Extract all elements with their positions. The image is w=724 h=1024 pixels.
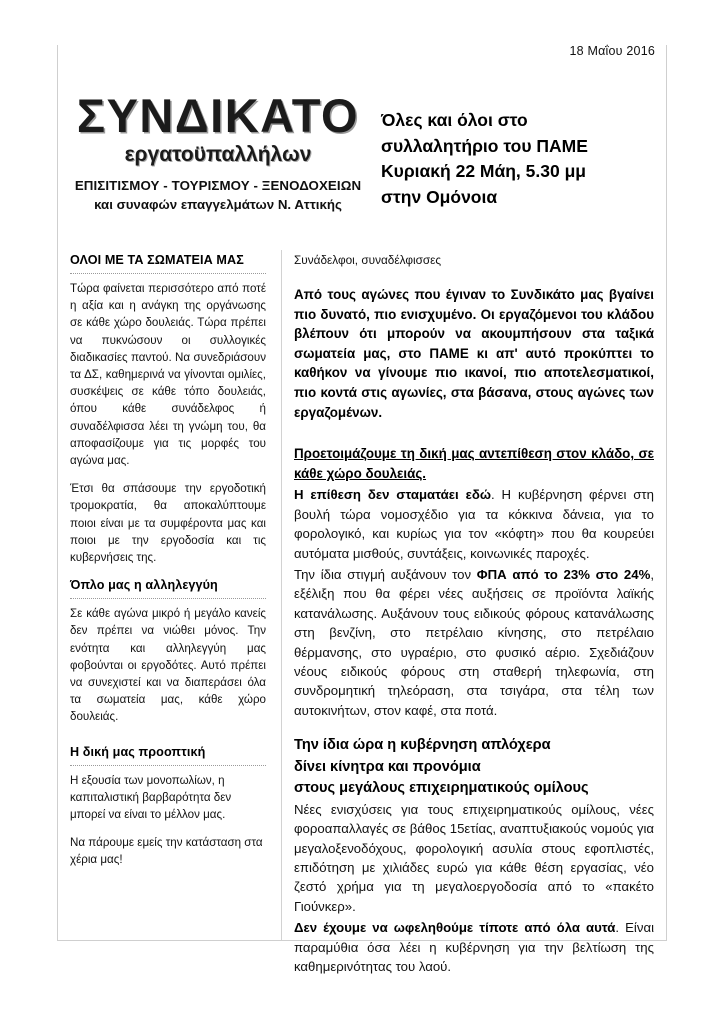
- left-section-3-paragraph-2: Να πάρουμε εμείς την κατάσταση στα χέρια μας!: [70, 836, 263, 867]
- right-paragraph-2-emphasis: ΦΠΑ από το 23% στο 24%: [476, 566, 651, 582]
- masthead-sectors: ΕΠΙΣΙΤΙΣΜΟΥ - ΤΟΥΡΙΣΜΟΥ - ΞΕΝΟΔΟΧΕΙΩΝ: [74, 178, 362, 193]
- left-section-3-heading: Η δική μας προοπτική: [70, 744, 206, 759]
- right-paragraph-2-body: , εξέλιξη που θα φέρει νέες αυξήσεις σε προϊόντα λαϊκής κατανάλωσης. Αυξάνουν τους ειδικούς φόρους κατανάλωσης στη βενζίνη, στο πετρέλαιο κίνησης, στο πετρέλαιο θέρμανσης, στο υγραέριο, στο φυσικό αέριο. Σχεδιάζουν νέους ειδικούς φόρους στη σταθερή τηλεφωνία, στη συνδρομητική τηλεόραση, στα τσιγάρα, στα τέλη των αυτοκινήτων, στον καφέ, στα ποτά.: [294, 566, 654, 718]
- spacer: [70, 737, 266, 744]
- lead-paragraph: Από τους αγώνες που έγιναν το Συνδικάτο μας βγαίνει πιο δυνατό, πιο ενισχυμένο. Οι εργαζόμενοι του κλάδου βλέπουν ότι μπορούν να ακουμπήσουν στα ταξικά σωματεία μας, στο ΠΑΜΕ κι απ' αυτό προκύπτει το καθήκον να γίνουμε πιο ικανοί, πιο αποτελεσματικοί, πιο κοντά στις αγωνίες, στα βάσανα, στους αγώνες των εργαζομένων.: [294, 287, 654, 420]
- left-section-2-heading: Όπλο μας η αλληλεγγύη: [70, 578, 218, 593]
- right-paragraph-3: Νέες ενισχύσεις για τους επιχειρηματικούς ομίλους, νέες φοροαπαλλαγές σε βάθος 15ετίας, αναπτυξιακούς νομούς για μεγαλοξενοδόχους, φορολογική ασυλία στους εφοπλιστές, επιδότηση με χιλιάδες ευρώ για κάθε θέση εργασίας, νέο ζεστό χρήμα για τη μεγαλοεργοδοσία από το «πακέτο Γιούνκερ».: [294, 801, 654, 914]
- right-paragraph-1-emphasis: Η επίθεση δεν σταματάει εδώ: [294, 487, 491, 503]
- right-major-heading: [294, 735, 654, 800]
- right-major-heading-line-1: Την ίδια ώρα η κυβέρνηση απλόχερα: [294, 737, 551, 754]
- headline-line-1: Όλες και όλοι στο: [381, 110, 528, 130]
- page-border-right: [666, 45, 667, 941]
- masthead: [68, 89, 368, 214]
- masthead-region: και συναφών επαγγελμάτων Ν. Αττικής: [94, 197, 342, 212]
- right-paragraph-4-emphasis: Δεν έχουμε να ωφεληθούμε τίποτε από όλα αυτά: [294, 920, 616, 936]
- right-paragraph-2: [294, 565, 654, 720]
- page-border-left: [57, 45, 58, 941]
- dotted-rule: [70, 765, 266, 766]
- right-paragraph-2-intro: Την ίδια στιγμή αυξάνουν τον: [294, 566, 477, 582]
- right-major-heading-line-3: στους μεγάλους επιχειρηματικούς ομίλους: [294, 780, 589, 797]
- right-column: [294, 252, 654, 978]
- publication-date: 18 Μαΐου 2016: [569, 44, 655, 58]
- dotted-rule: [70, 598, 266, 599]
- right-paragraph-4-body: . Είναι παραμύθια όσα λέει η κυβέρνηση για την βελτίωση της καθημερινότητας του λαού.: [294, 920, 654, 974]
- headline-line-4: στην Ομόνοια: [381, 186, 498, 207]
- left-section-3-paragraph-1: Η εξουσία των μονοπωλίων, η καπιταλιστική βαρβαρότητα δεν μπορεί να είναι το μέλλον μας.: [70, 773, 232, 822]
- left-section-1-paragraph-2: Έτσι θα σπάσουμε την εργοδοτική τρομοκρατία, θα αποκαλύπτουμε ποιοι είναι με τα συμφέροντα μας και ποιοι με την εργοδοσία και τις κυβερνήσεις της.: [70, 482, 266, 565]
- left-section-2-paragraph-1: Σε κάθε αγώνα μικρό ή μεγάλο κανείς δεν πρέπει να νιώθει μόνος. Την ενότητα και αλληλεγγύη μας φοβούνται οι εργοδότες. Αυτό πρέπει να συνεχιστεί και να διαπεράσει όλα τα σωματεία μας, κάθε χώρο δουλειάς.: [70, 607, 266, 724]
- left-column: [70, 252, 266, 880]
- right-major-heading-line-2: δίνει κίνητρα και προνόμια: [294, 758, 481, 775]
- right-subheading-1: Προετοιμάζουμε τη δική μας αντεπίθεση στον κλάδο, σε κάθε χώρο δουλειάς.: [294, 446, 654, 481]
- left-section-1-paragraph-1: Τώρα φαίνεται περισσότερο από ποτέ η αξία και η ανάγκη της οργάνωσης σε κάθε χώρο δουλειάς. Τώρα πρέπει να πυκνώσουν οι συλλογικές διαδικασίες παντού. Να συνεδριάσουν τα ΔΣ, καθημερινά να γίνονται ομιλίες, συσκέψεις σε κάθε τόπο δουλειάς, όπου κάθε συνάδελφος ή συναδέλφισσα λέει τη γνώμη του, θα αποφασίζουμε για τις μορφές του αγώνα μας.: [70, 282, 266, 468]
- headline-banner: [381, 108, 661, 210]
- headline-line-3: Κυριακή 22 Μάη, 5.30 μμ: [381, 161, 586, 181]
- masthead-subtitle-primary: εργατοϋπαλλήλων: [124, 143, 312, 166]
- headline-line-2: συλλαλητήριο του ΠΑΜΕ: [381, 135, 588, 156]
- right-paragraph-4: [294, 918, 654, 976]
- dotted-rule: [70, 273, 266, 274]
- left-section-1-heading: ΟΛΟΙ ΜΕ ΤΑ ΣΩΜΑΤΕΙΑ ΜΑΣ: [70, 253, 244, 267]
- right-paragraph-1: [294, 485, 654, 563]
- spacer: [294, 722, 654, 735]
- right-paragraph-1-body: . Η κυβέρνηση φέρνει στη βουλή τώρα νομοσχέδιο για τα κόκκινα δάνεια, για το φορολογικό, και κυρίως για τον «κόφτη» που θα κουρεύει αυτόματα μισθούς, συντάξεις, κοινωνικές παροχές.: [294, 487, 654, 561]
- salutation: Συνάδελφοι, συναδέλφισσες: [294, 253, 442, 267]
- column-divider: [281, 250, 282, 940]
- masthead-title: ΣΥΝΔΙΚΑΤΟ: [76, 89, 360, 142]
